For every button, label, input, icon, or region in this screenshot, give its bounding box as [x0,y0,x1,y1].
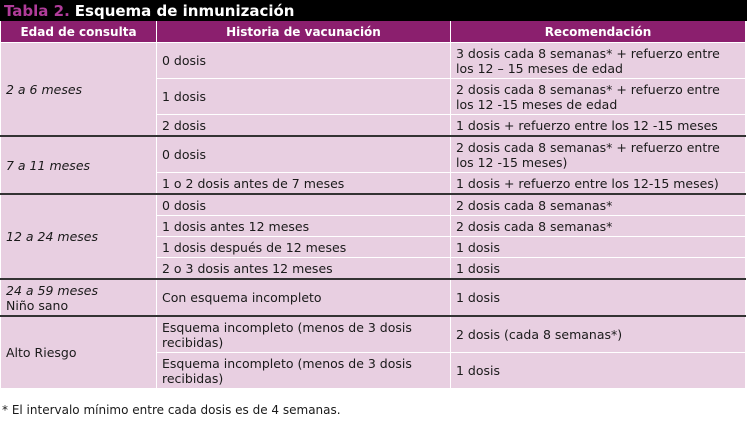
history-cell: 2 o 3 dosis antes 12 meses [157,258,451,280]
table-title [0,0,747,21]
history-cell: Esquema incompleto (menos de 3 dosis recibidas) [157,353,451,389]
history-cell: 1 dosis [157,79,451,115]
table-row [1,279,746,316]
recommendation-cell: 1 dosis + refuerzo entre los 12-15 meses) [451,173,746,195]
recommendation-cell: 2 dosis cada 8 semanas* [451,194,746,216]
table-header-row [1,21,746,43]
table-row [1,316,746,353]
header-recommendation: Recomendación [451,21,746,43]
history-cell: 0 dosis [157,194,451,216]
recommendation-cell: 1 dosis + refuerzo entre los 12 -15 meses [451,115,746,137]
recommendation-cell: 2 dosis cada 8 semanas* [451,216,746,237]
age-sublabel: Niño sano [6,297,69,313]
recommendation-cell: 1 dosis [451,279,746,316]
history-cell: Con esquema incompleto [157,279,451,316]
age-cell [1,279,157,316]
header-history: Historia de vacunación [157,21,451,43]
age-cell: 12 a 24 meses [1,194,157,279]
history-cell: 1 o 2 dosis antes de 7 meses [157,173,451,195]
recommendation-cell: 1 dosis [451,258,746,280]
age-cell: 7 a 11 meses [1,136,157,194]
history-cell: Esquema incompleto (menos de 3 dosis recibidas) [157,316,451,353]
header-age: Edad de consulta [1,21,157,43]
table-footnote: * El intervalo mínimo entre cada dosis es de 4 semanas. [2,403,341,417]
history-cell: 1 dosis antes 12 meses [157,216,451,237]
recommendation-cell: 2 dosis cada 8 semanas* + refuerzo entre los 12 -15 meses de edad [451,79,746,115]
recommendation-cell: 3 dosis cada 8 semanas* + refuerzo entre los 12 – 15 meses de edad [451,43,746,79]
history-cell: 1 dosis después de 12 meses [157,237,451,258]
recommendation-cell: 1 dosis [451,353,746,389]
recommendation-cell: 2 dosis (cada 8 semanas*) [451,316,746,353]
table-row [1,43,746,79]
age-label: 24 a 59 meses [6,282,98,298]
table-row [1,136,746,173]
recommendation-cell: 1 dosis [451,237,746,258]
history-cell: 2 dosis [157,115,451,137]
table-row [1,194,746,216]
age-cell: 2 a 6 meses [1,43,157,137]
history-cell: 0 dosis [157,43,451,79]
age-cell: Alto Riesgo [1,316,157,389]
recommendation-cell: 2 dosis cada 8 semanas* + refuerzo entre los 12 -15 meses) [451,136,746,173]
history-cell: 0 dosis [157,136,451,173]
table-title-prefix: Tabla 2. [4,1,70,20]
table-title-text: Esquema de inmunización [74,1,295,20]
immunization-table [0,21,746,389]
